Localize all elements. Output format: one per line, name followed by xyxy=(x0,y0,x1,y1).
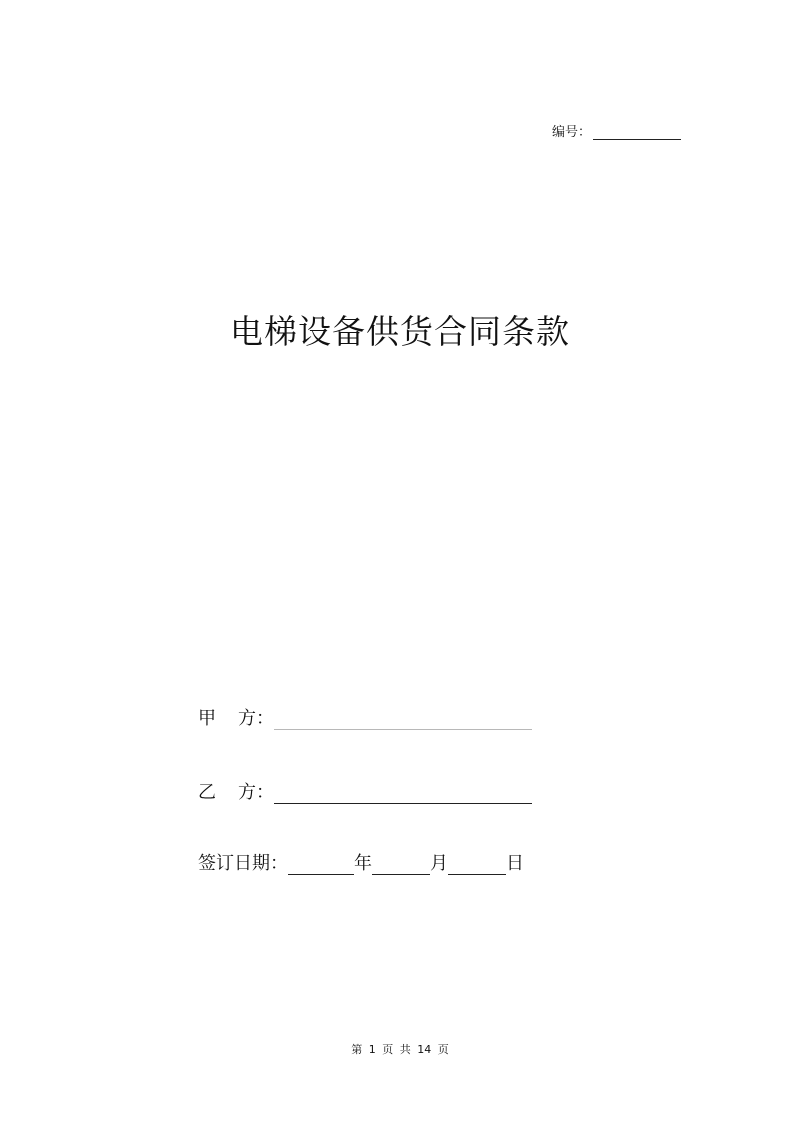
year-label: 年 xyxy=(354,853,372,874)
party-b-blank[interactable] xyxy=(274,783,532,804)
party-a-blank[interactable] xyxy=(274,709,532,730)
sign-date-field xyxy=(198,849,524,875)
month-label: 月 xyxy=(430,853,448,874)
month-blank[interactable] xyxy=(372,854,430,875)
document-title: 电梯设备供货合同条款 xyxy=(230,312,570,351)
party-b-label-char1: 乙 xyxy=(198,782,216,803)
party-b-label-char2: 方： xyxy=(238,782,274,803)
day-label: 日 xyxy=(506,853,524,874)
page-number-footer: 第 1 页 共 14 页 xyxy=(351,1043,449,1056)
document-number xyxy=(552,121,681,140)
party-b-field xyxy=(198,778,532,804)
party-a-label-char1: 甲 xyxy=(198,708,216,729)
document-number-label: 编号： xyxy=(552,125,592,140)
document-number-blank[interactable] xyxy=(593,125,681,140)
year-blank[interactable] xyxy=(288,854,354,875)
sign-date-label: 签订日期： xyxy=(198,853,288,874)
party-a-label-char2: 方： xyxy=(238,708,274,729)
party-a-field xyxy=(198,704,532,730)
day-blank[interactable] xyxy=(448,854,506,875)
